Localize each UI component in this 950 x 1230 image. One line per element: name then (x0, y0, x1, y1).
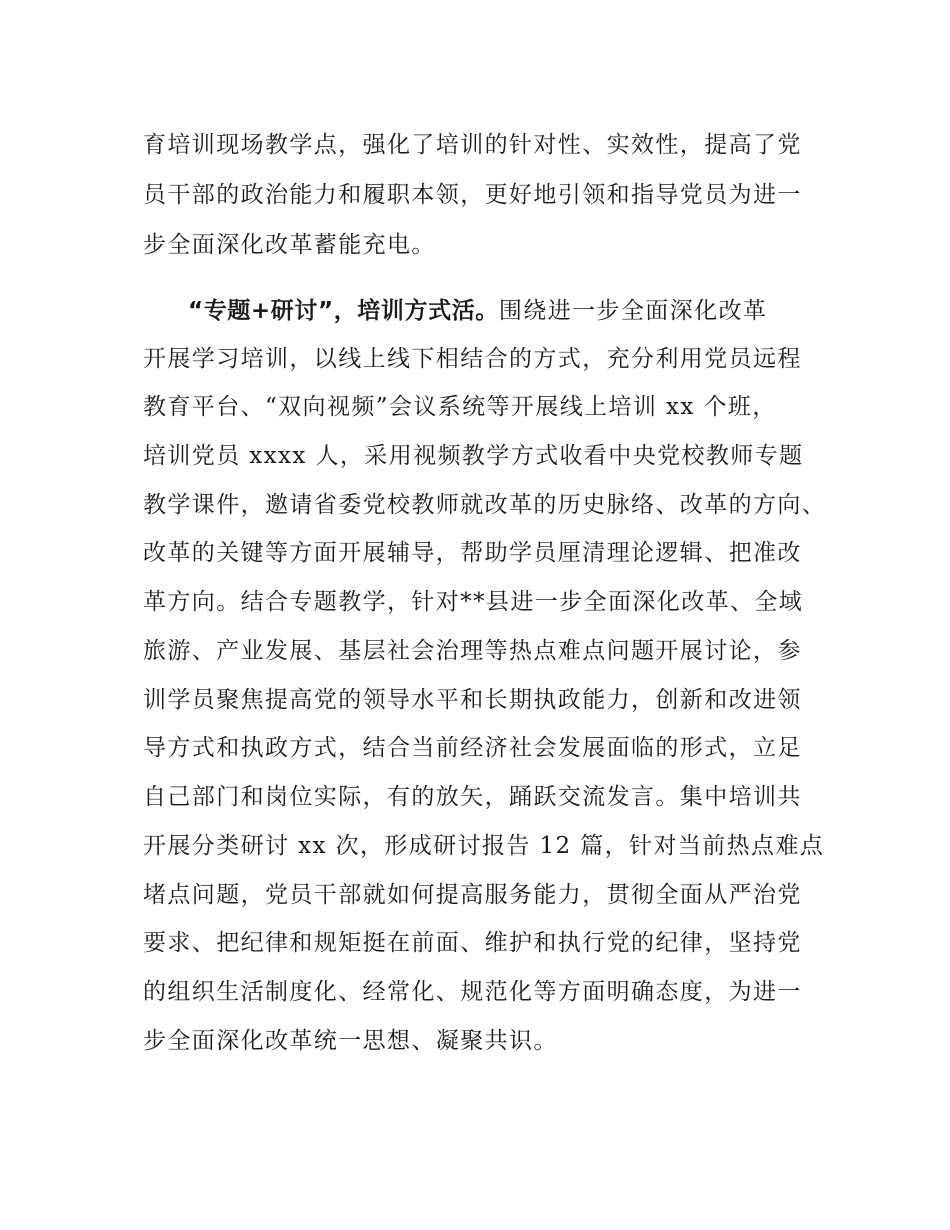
paragraph-2-line-7: 革方向。结合专题教学，针对**县进一步全面深化改革、全域 (143, 589, 804, 615)
paragraph-1-line-1: 育培训现场教学点，强化了培训的针对性、实效性，提高了党 (143, 132, 802, 158)
paragraph-1-line-3: 步全面深化改革蓄能充电。 (143, 232, 436, 258)
paragraph-2-bold-heading: “专题+研讨”，培训方式活。 (188, 298, 499, 324)
paragraph-2-line-1-text: 围绕进一步全面深化改革 (498, 298, 768, 324)
paragraph-2-line-10: 导方式和执政方式，结合当前经济社会发展面临的形式，立足 (143, 735, 802, 761)
paragraph-2-line-12: 开展分类研讨 xx 次，形成研讨报告 12 篇，针对当前热点难点 (143, 833, 825, 859)
paragraph-2-line-5: 教学课件，邀请省委党校教师就改革的历史脉络、改革的方向、 (143, 492, 827, 518)
paragraph-2-line-11: 自己部门和岗位实际，有的放矢，踊跃交流发言。集中培训共 (143, 784, 802, 810)
paragraph-2-line-4: 培训党员 xxxx 人，采用视频教学方式收看中央党校教师专题 (143, 443, 804, 469)
paragraph-2-line-16: 步全面深化改革统一思想、凝聚共识。 (143, 1028, 558, 1054)
paragraph-2-line-1 (188, 296, 767, 326)
paragraph-2-line-13: 堵点问题，党员干部就如何提高服务能力，贯彻全面从严治党 (143, 882, 802, 908)
paragraph-2-line-15: 的组织生活制度化、经常化、规范化等方面明确态度，为进一 (143, 979, 802, 1005)
paragraph-2-line-14: 要求、把纪律和规矩挺在前面、维护和执行党的纪律，坚持党 (143, 930, 802, 956)
paragraph-2-line-9: 训学员聚焦提高党的领导水平和长期执政能力，创新和改进领 (143, 687, 802, 713)
paragraph-2-line-8: 旅游、产业发展、基层社会治理等热点难点问题开展讨论，参 (143, 638, 802, 664)
paragraph-2-line-2: 开展学习培训，以线上线下相结合的方式，充分利用党员远程 (143, 346, 802, 372)
paragraph-2-line-3: 教育平台、“双向视频”会议系统等开展线上培训 xx 个班， (143, 394, 777, 420)
paragraph-1-line-2: 员干部的政治能力和履职本领，更好地引领和指导党员为进一 (143, 182, 802, 208)
paragraph-2-line-6: 改革的关键等方面开展辅导，帮助学员厘清理论逻辑、把准改 (143, 540, 802, 566)
